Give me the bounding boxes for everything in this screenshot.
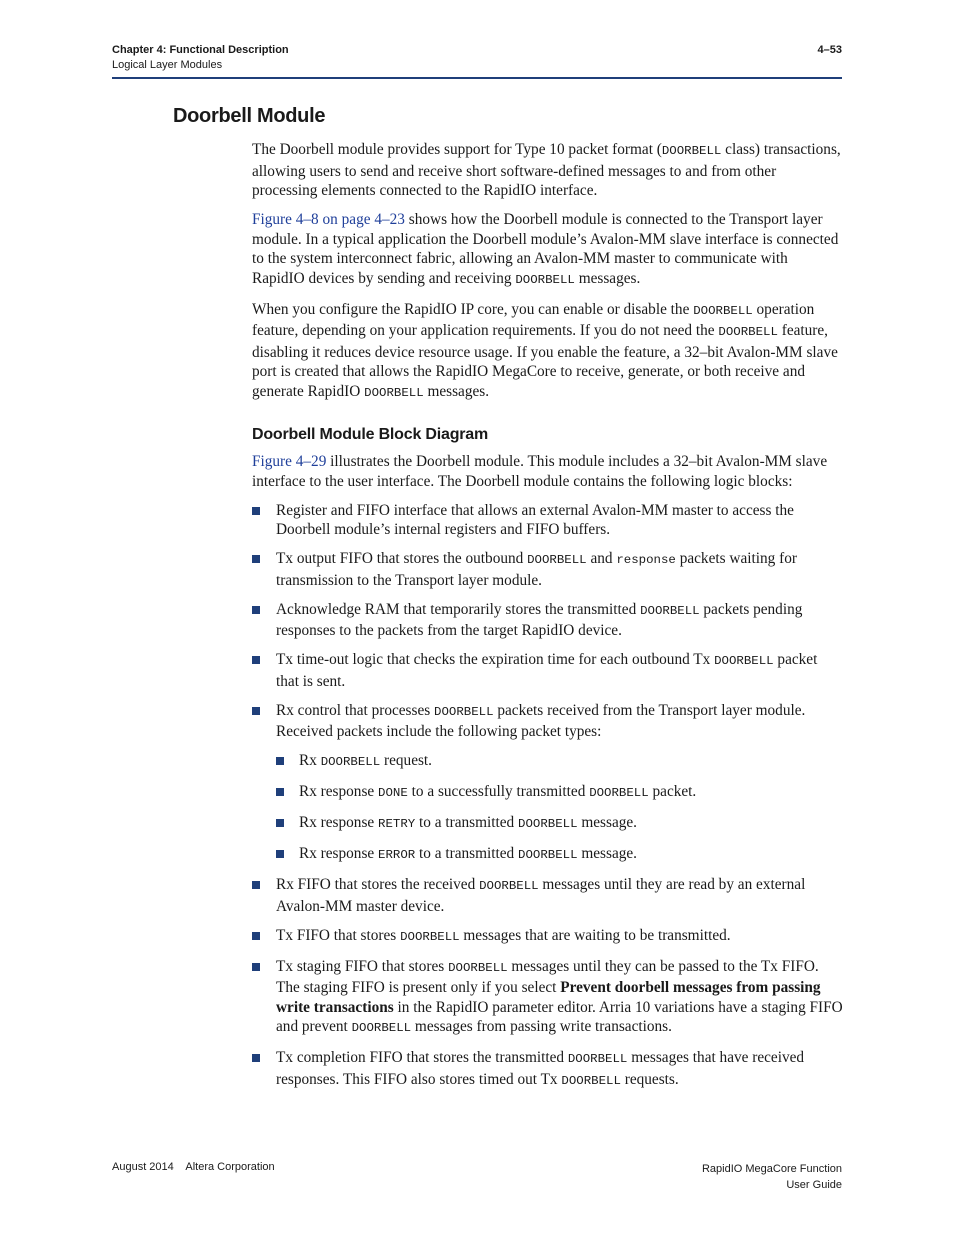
text: Rx control that processes [276, 701, 435, 719]
list-item [252, 501, 844, 540]
bullet-square-icon [252, 963, 260, 971]
list-item [252, 957, 844, 1039]
text: message. [577, 814, 638, 831]
text: messages until they can be passed to the Tx FIFO. The staging FIFO is present only if you select [276, 957, 819, 996]
text: operation feature, depending on your application requirements. If you do not need the [252, 300, 815, 339]
footer-right [702, 1161, 842, 1193]
bullet-square-icon [276, 819, 284, 827]
text: Rx response [299, 814, 379, 831]
footer-product: RapidIO MegaCore Function [701, 1163, 842, 1175]
text: Rx FIFO that stores the received [276, 876, 480, 893]
code-doorbell: DOORBELL [515, 272, 575, 287]
text: messages from passing write transactions. [411, 1018, 672, 1035]
code-doorbell: DOORBELL [351, 1021, 412, 1035]
text: Tx output FIFO that stores the outbound [276, 550, 528, 567]
text: messages that have received responses. This FIFO also stores timed out Tx [276, 1049, 805, 1088]
text: illustrates the Doorbell module. This module includes a 32–bit Avalon-MM slave interface to the user interface. The Doorbell module contains the following logic blocks: [252, 453, 828, 490]
sub-list-item [276, 751, 844, 773]
code-doorbell: DOORBELL [718, 325, 778, 339]
packet-types-list [276, 751, 844, 866]
code-doorbell: DOORBELL [320, 755, 381, 769]
list-item [252, 1048, 844, 1091]
code-doorbell: DOORBELL [434, 704, 494, 719]
code-doorbell: DOORBELL [518, 848, 578, 862]
list-item [252, 875, 844, 916]
header-section: Logical Layer Modules [112, 59, 223, 71]
body-content [252, 140, 844, 1101]
text: Rx response [299, 845, 379, 862]
code-doorbell: DOORBELL [714, 654, 774, 668]
code-response: response [616, 553, 676, 567]
bullet-square-icon [252, 606, 260, 614]
header-rule [112, 77, 842, 79]
bullet-square-icon [252, 932, 260, 940]
bullet-square-icon [276, 850, 284, 858]
page-title: Doorbell Module [173, 105, 326, 127]
bullet-square-icon [252, 507, 260, 515]
text: feature, disabling it reduces device resource usage. If you enable the feature, a 32–bit Avalon-MM slave port is created that allows the RapidIO MegaCore to receive, generate, or both receive and generate RapidIO [252, 322, 838, 400]
list-item [252, 701, 844, 866]
text: packet. [648, 783, 697, 800]
text: request. [380, 752, 433, 769]
code-doorbell: DOORBELL [589, 786, 649, 800]
text: Tx completion FIFO that stores the transmitted [276, 1049, 568, 1066]
sub-list-item [276, 782, 844, 804]
text: packet that is sent. [276, 651, 818, 690]
text: messages. [423, 382, 490, 400]
paragraph-2 [252, 210, 844, 290]
text: in the RapidIO parameter editor. Arria 10 variations have a staging FIFO and prevent [276, 998, 843, 1035]
code-doorbell: DOORBELL [527, 553, 587, 567]
code-doorbell: DOORBELL [448, 960, 508, 975]
code-doorbell: DOORBELL [693, 303, 753, 318]
list-item [252, 549, 844, 590]
text: Rx [299, 752, 321, 769]
text: to a transmitted [415, 814, 519, 831]
text: and [586, 550, 617, 567]
text: requests. [620, 1070, 679, 1088]
paragraph-4 [252, 452, 844, 491]
footer-doc-type: User Guide [786, 1179, 842, 1191]
code-retry: RETRY [378, 817, 416, 831]
code-doorbell: DOORBELL [661, 144, 722, 158]
code-doorbell: DOORBELL [561, 1073, 621, 1088]
bullet-square-icon [252, 881, 260, 889]
paragraph-1 [252, 140, 844, 201]
bullet-square-icon [252, 1054, 260, 1062]
code-doorbell: DOORBELL [479, 879, 539, 893]
text: messages that are waiting to be transmitted. [459, 926, 731, 944]
parameter-name: Prevent doorbell messages from passing write transactions [276, 979, 821, 1016]
bullet-square-icon [276, 788, 284, 796]
text: shows how the Doorbell module is connected to the Transport layer module. In a typical application the Doorbell module’s Avalon-MM slave interface is connected to the system interconnect fabric, allowing an Avalon-MM master to communicate with RapidIO devices by sending and receiving [252, 211, 839, 287]
code-error: ERROR [378, 848, 416, 862]
code-doorbell: DOORBELL [518, 817, 578, 831]
list-item [252, 650, 844, 691]
figure-link[interactable]: Figure 4–29 [252, 453, 327, 470]
section-heading: Doorbell Module Block Diagram [252, 426, 489, 443]
text: Acknowledge RAM that temporarily stores the transmitted [276, 600, 641, 618]
text: message. [577, 845, 638, 862]
code-doorbell: DOORBELL [364, 385, 424, 400]
bullet-square-icon [252, 707, 260, 715]
text: Register and FIFO interface that allows an external Avalon-MM master to access the Doorbell module’s internal registers and FIFO buffers. [276, 501, 794, 538]
text: packets pending responses to the packets from the target RapidIO device. [276, 600, 803, 639]
code-done: DONE [378, 786, 408, 800]
sub-list-item [276, 813, 844, 835]
text: packets received from the Transport layer module. Received packets include the following packet types: [276, 701, 806, 740]
text: Tx FIFO that stores [276, 926, 401, 944]
bullet-square-icon [276, 757, 284, 765]
text: messages until they are read by an external Avalon-MM master device. [276, 876, 806, 915]
page-number: 4–53 [817, 44, 842, 56]
text: Tx time-out logic that checks the expiration time for each outbound Tx [276, 651, 715, 668]
text: messages. [574, 269, 641, 287]
text: to a successfully transmitted [407, 783, 590, 800]
list-item [252, 600, 844, 641]
logic-blocks-list [252, 501, 844, 1092]
footer-left: August 2014 Altera Corporation [112, 1161, 275, 1173]
text: packets waiting for transmission to the Transport layer module. [276, 550, 797, 589]
bullet-square-icon [252, 656, 260, 664]
code-doorbell: DOORBELL [400, 929, 460, 944]
text: Tx staging FIFO that stores [276, 957, 449, 975]
code-doorbell: DOORBELL [567, 1052, 628, 1066]
text: class) transactions, allowing users to send and receive short software-defined messages to and from other processing elements connected to the RapidIO interface. [252, 141, 841, 199]
list-item [252, 926, 844, 948]
text: Rx response [299, 783, 379, 800]
figure-link[interactable]: Figure 4–8 on page 4–23 [252, 211, 405, 228]
sub-list-item [276, 844, 844, 866]
code-doorbell: DOORBELL [640, 603, 700, 618]
bullet-square-icon [252, 555, 260, 563]
text: to a transmitted [415, 845, 519, 862]
header-chapter: Chapter 4: Functional Description [112, 44, 289, 56]
text: When you configure the RapidIO IP core, you can enable or disable the [252, 300, 694, 318]
text: The Doorbell module provides support for Type 10 packet format ( [252, 141, 662, 158]
paragraph-3 [252, 300, 844, 404]
